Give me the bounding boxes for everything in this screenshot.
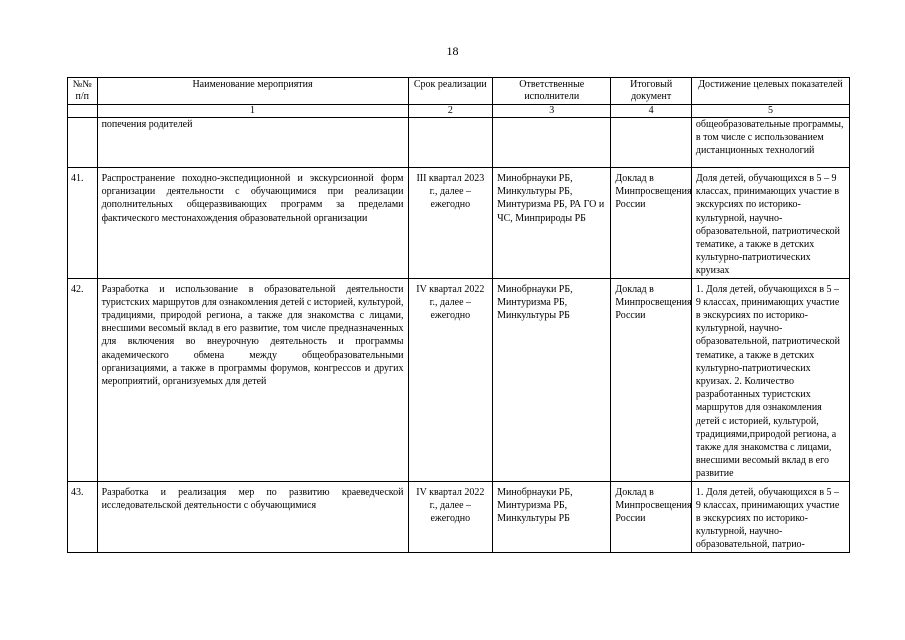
column-number-empty: [68, 105, 98, 118]
column-number: 3: [493, 105, 611, 118]
row-num: [68, 118, 98, 168]
header-executors: Ответственные исполнители: [493, 78, 611, 105]
row-num: 43.: [68, 481, 98, 552]
header-name: Наименование мероприятия: [97, 78, 408, 105]
row-deadline: IV квартал 2022 г., далее – ежегодно: [408, 481, 493, 552]
row-document: [611, 118, 692, 168]
header-document: Итоговый документ: [611, 78, 692, 105]
row-document: Доклад в Минпросвещения России: [611, 481, 692, 552]
row-document: Доклад в Минпросвещения России: [611, 278, 692, 481]
row-executors: Минобрнауки РБ, Минтуризма РБ, Минкультуры РБ: [493, 278, 611, 481]
table-row-42: [68, 278, 850, 481]
measures-table: [67, 77, 850, 553]
row-indicators: 1. Доля детей, обучающихся в 5 – 9 классах, принимающих участие в экскурсиях по историко-культурной, научно-образовательной, патриотической тематике, а также в детских культурно-патриотических круизах. 2. Количество разработанных туристских маршрутов для ознакомления детей с историей, культурой, традициями,природой региона, а также для знакомства с лицами, внесшими весомый вклад в его развитие: [691, 278, 849, 481]
column-number: 2: [408, 105, 493, 118]
table-header-row: [68, 78, 850, 105]
header-deadline: Срок реализации: [408, 78, 493, 105]
column-number: 4: [611, 105, 692, 118]
row-deadline: IV квартал 2022 г., далее – ежегодно: [408, 278, 493, 481]
row-document: Доклад в Минпросвещения России: [611, 168, 692, 279]
row-executors: Минобрнауки РБ, Минтуризма РБ, Минкультуры РБ: [493, 481, 611, 552]
column-number-row: [68, 105, 850, 118]
continuation-row: [68, 118, 850, 168]
header-indicators: Достижение целевых показателей: [691, 78, 849, 105]
row-indicators: Доля детей, обучающихся в 5 – 9 классах, принимающих участие в экскурсиях по историко-культурной, научно-образовательной, патриотической тематике, а также в детских культурно-патриотических круизах: [691, 168, 849, 279]
row-num: 41.: [68, 168, 98, 279]
column-number: 5: [691, 105, 849, 118]
column-number: 1: [97, 105, 408, 118]
row-indicators: общеобразовательные программы, в том числе с использованием дистанционных технологий: [691, 118, 849, 168]
row-executors: Минобрнауки РБ, Минкультуры РБ, Минтуризма РБ, РА ГО и ЧС, Минприроды РБ: [493, 168, 611, 279]
row-name: Разработка и использование в образовательной деятельности туристских маршрутов для ознакомления детей с историей, культурой, традициями, природой региона, а также для знакомства с лицами, внесшими весомый вклад в его развитие, том числе предназначенных для включения во внеурочную деятельность и программы академического обмена между общеобразовательными организациями, а также в программы форумов, конгрессов и других мероприятий, организуемых для детей: [97, 278, 408, 481]
page-number: 18: [446, 44, 459, 58]
table-row-43: [68, 481, 850, 552]
header-num: №№ п/п: [68, 78, 98, 105]
row-deadline: III квартал 2023 г., далее – ежегодно: [408, 168, 493, 279]
row-name: Распространение походно-экспедиционной и экскурсионной форм организации деятельности с обучающимися при реализации дополнительных общеразвивающих программ за пределами фактического местонахождения образовательной организации: [97, 168, 408, 279]
row-num: 42.: [68, 278, 98, 481]
row-deadline: [408, 118, 493, 168]
row-name: попечения родителей: [97, 118, 408, 168]
row-executors: [493, 118, 611, 168]
table-row-41: [68, 168, 850, 279]
row-indicators: 1. Доля детей, обучающихся в 5 – 9 классах, принимающих участие в экскурсиях по историко-культурной, научно-образовательной, патрио-: [691, 481, 849, 552]
row-name: Разработка и реализация мер по развитию краеведческой исследовательской деятельности с обучающимися: [97, 481, 408, 552]
